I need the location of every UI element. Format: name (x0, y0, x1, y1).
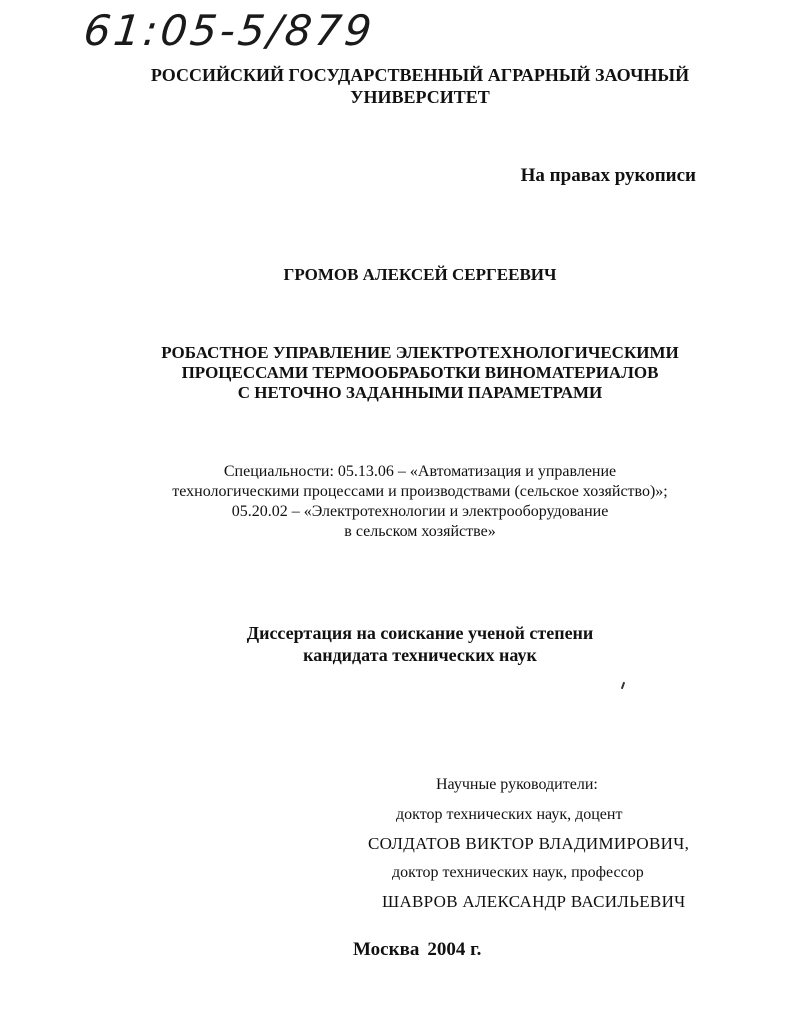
university-name-line1: РОССИЙСКИЙ ГОСУДАРСТВЕННЫЙ АГРАРНЫЙ ЗАОЧНЫЙ (150, 65, 690, 85)
handwritten-catalog-code: 61:05-5/879 (81, 6, 377, 55)
specialty-block (100, 462, 740, 542)
degree-line1: Диссертация на соискание ученой степени (246, 623, 594, 643)
supervisor2-title: доктор технических наук, профессор (392, 864, 644, 881)
dissertation-title (100, 343, 740, 403)
author-name: ГРОМОВ АЛЕКСЕЙ СЕРГЕЕВИЧ (283, 265, 557, 284)
title-line3: С НЕТОЧНО ЗАДАННЫМИ ПАРАМЕТРАМИ (237, 383, 603, 402)
specialty-line2: технологическими процессами и производствами (сельское хозяйство)»; (172, 483, 668, 500)
title-line2: ПРОЦЕССАМИ ТЕРМООБРАБОТКИ ВИНОМАТЕРИАЛОВ (181, 363, 659, 382)
city-year (353, 939, 481, 961)
university-name (120, 64, 720, 108)
specialty-line4: в сельском хозяйстве» (344, 523, 496, 540)
rights-note: На правах рукописи (520, 165, 696, 186)
specialty-line1: Специальности: 05.13.06 – «Автоматизация и управление (223, 463, 617, 480)
degree-block (120, 622, 720, 666)
scan-speck (621, 682, 625, 689)
title-line1: РОБАСТНОЕ УПРАВЛЕНИЕ ЭЛЕКТРОТЕХНОЛОГИЧЕСКИМИ (161, 343, 679, 362)
supervisor1-name: СОЛДАТОВ ВИКТОР ВЛАДИМИРОВИЧ, (368, 834, 690, 853)
year: 2004 г. (427, 939, 482, 960)
supervisor2-name: ШАВРОВ АЛЕКСАНДР ВАСИЛЬЕВИЧ (382, 892, 686, 911)
degree-line2: кандидата технических наук (303, 645, 537, 665)
city: Москва (353, 939, 420, 960)
university-name-line2: УНИВЕРСИТЕТ (350, 87, 490, 107)
specialty-line3: 05.20.02 – «Электротехнологии и электрооборудование (231, 503, 609, 520)
supervisor1-title: доктор технических наук, доцент (396, 806, 623, 823)
supervisors-heading: Научные руководители: (436, 776, 598, 793)
